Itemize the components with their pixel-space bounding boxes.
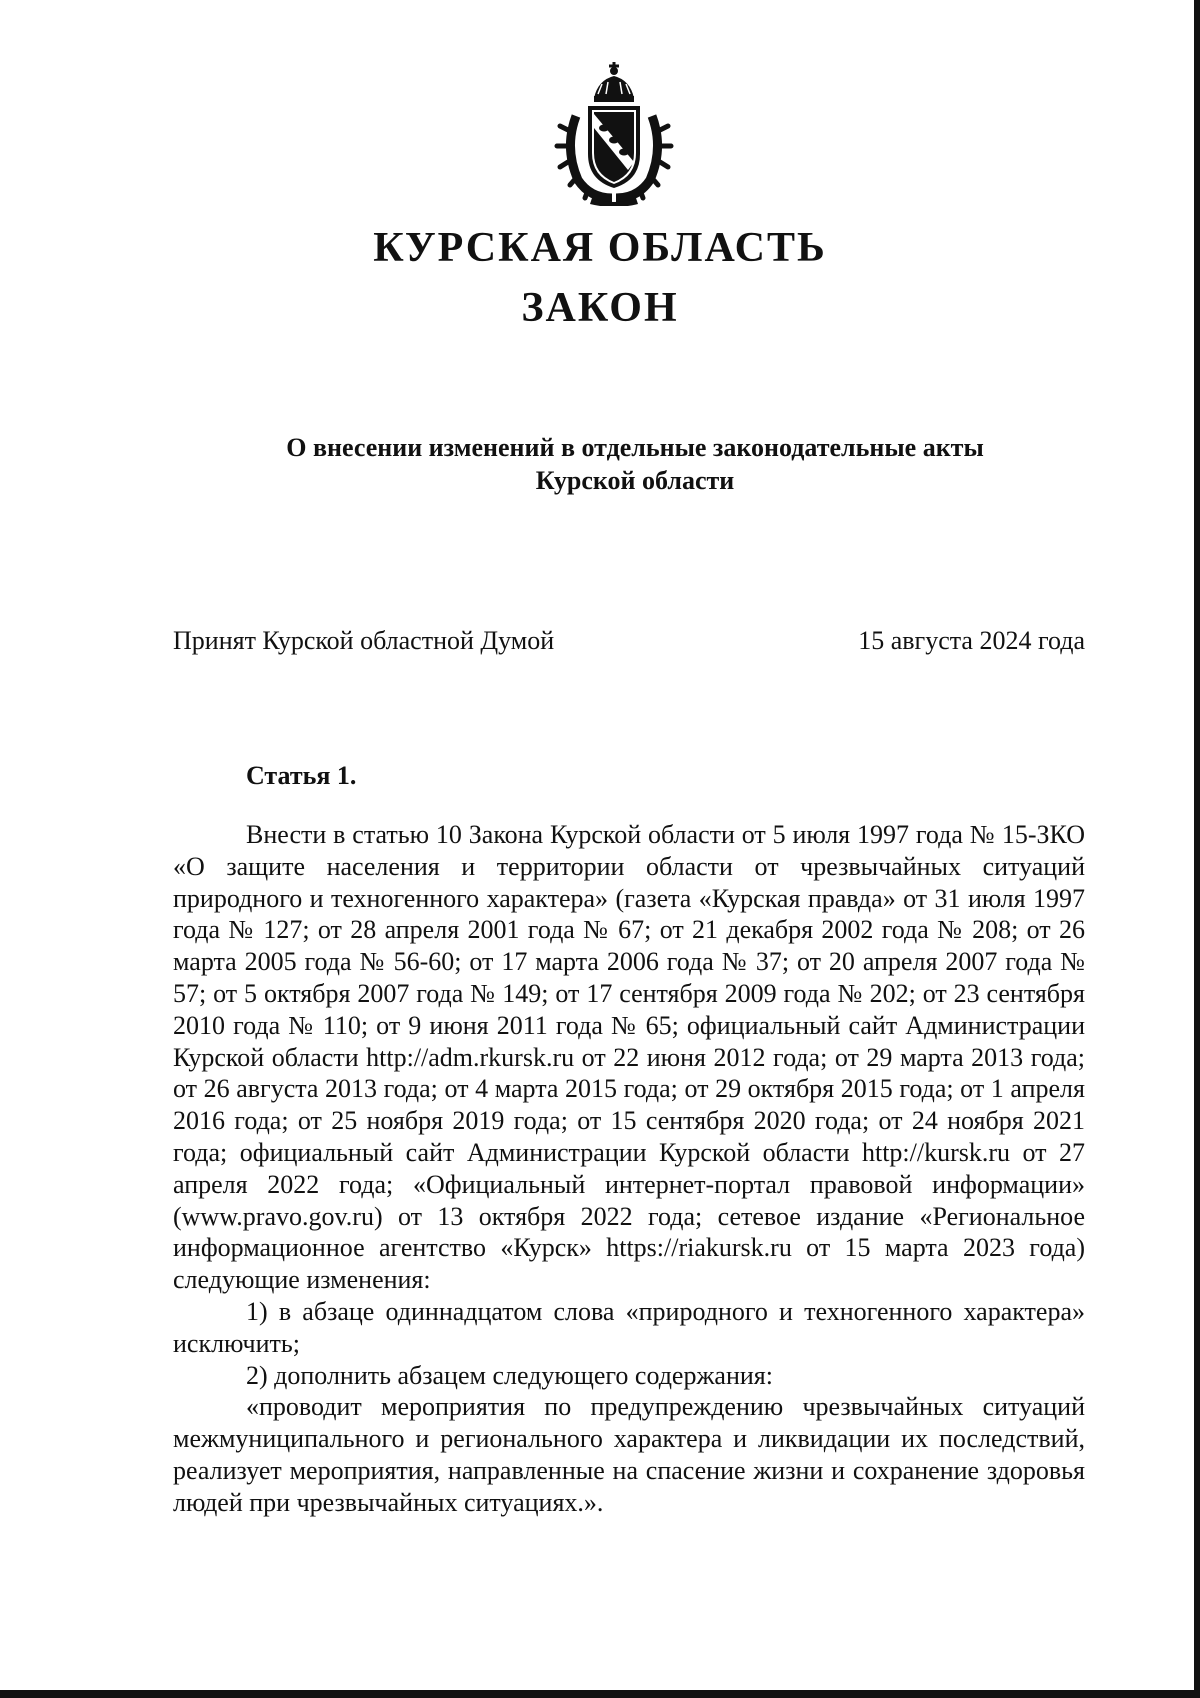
law-title-line-1: О внесении изменений в отдельные законодательные акты [286,433,984,462]
article-paragraph: Внести в статью 10 Закона Курской области от 5 июля 1997 года № 15-ЗКО «О защите населения и территории области от чрезвычайных ситуаций природного и техногенного характера» (газета «Курская правда» от 31 июля 1997 года № 127; от 28 апреля 2001 года № 67; от 21 декабря 2002 года № 208; от 26 марта 2005 года № 56-60; от 17 марта 2006 года № 37; от 20 апреля 2007 года № 57; от 5 октября 2007 года № 149; от 17 сентября 2009 года № 202; от 23 сентября 2010 года № 110; от 9 июня 2011 года № 65; официальный сайт Администрации Курской области http://adm.rkursk.ru от 22 июня 2012 года; от 29 марта 2013 года; от 26 августа 2013 года; от 4 марта 2015 года; от 29 октября 2015 года; от 1 апреля 2016 года; от 25 ноября 2019 года; от 15 сентября 2020 года; от 24 ноября 2021 года; официальный сайт Администрации Курской области http://kursk.ru от 27 апреля 2022 года; «Официальный интернет-портал правовой информации» (www.pravo.gov.ru) от 13 октября 2022 года; сетевое издание «Региональное информационное агентство «Курск» https://riakursk.ru от 15 марта 2023 года) следующие изменения: [173,820,1085,1295]
region-heading: КУРСКАЯ ОБЛАСТЬ [373,225,827,271]
article-heading: Статья 1. [246,761,357,790]
adopting-body: Принят Курской областной Думой [173,626,555,655]
article-paragraph: 1) в абзаце одиннадцатом слова «природного и техногенного характера» исключить; [173,1296,1085,1358]
article-body [173,819,1085,1519]
article-paragraph: «проводит мероприятия по предупреждению чрезвычайных ситуаций межмуниципального и регионального характера и ликвидации их последствий, реализует мероприятия, направленные на спасение жизни и сохранение здоровья людей при чрезвычайных ситуациях.». [173,1392,1085,1517]
adoption-date: 15 августа 2024 года [858,626,1085,655]
coat-of-arms-icon [554,58,674,206]
scan-edge-bottom [0,1690,1200,1698]
article-paragraph: 2) дополнить абзацем следующего содержания: [246,1360,773,1390]
document-type-heading: ЗАКОН [521,285,679,331]
law-title [170,431,1100,497]
law-title-line-2: Курской области [535,466,735,495]
adoption-line [173,626,1085,656]
